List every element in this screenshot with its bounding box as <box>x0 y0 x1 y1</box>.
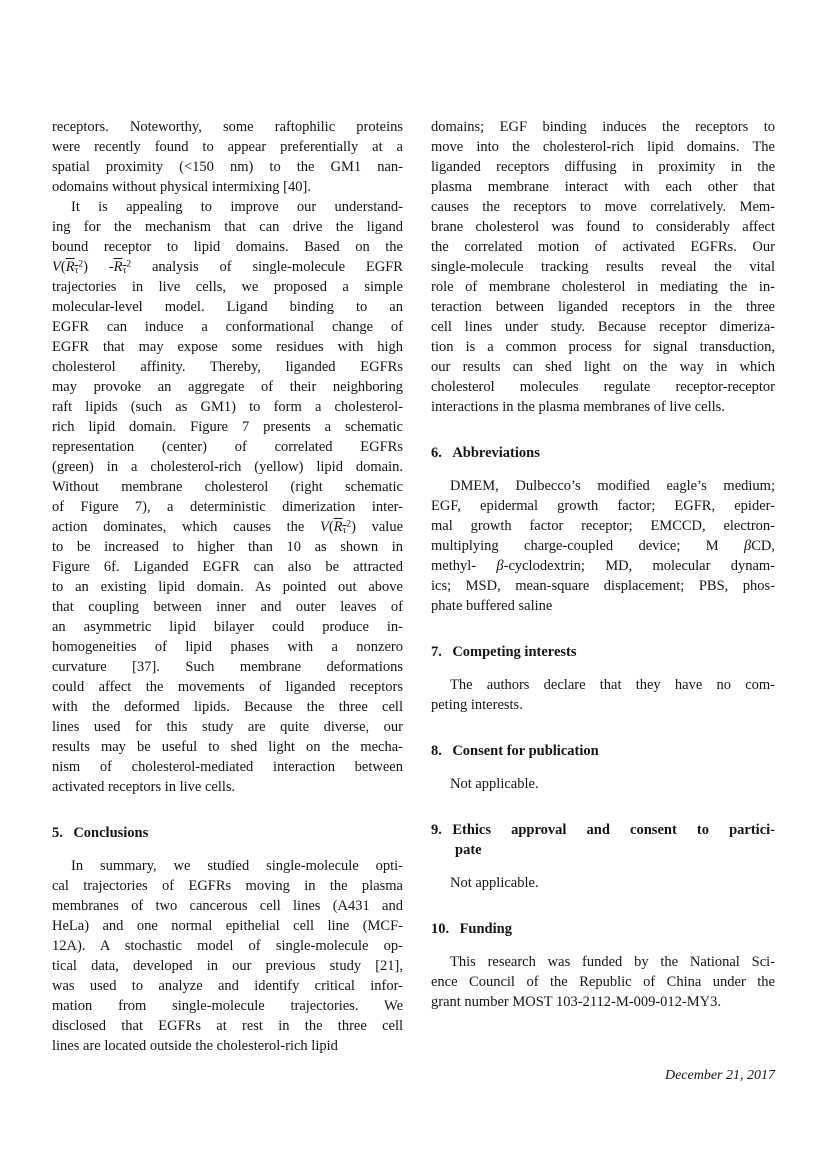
text-line: to be increased to higher than 10 as shown in <box>52 539 403 555</box>
text-line: Without membrane cholesterol (right schematic <box>52 479 403 495</box>
text-line: move into the cholesterol-rich lipid domains. The <box>431 139 775 155</box>
two-column-layout <box>52 117 775 1086</box>
text-line: ence Council of the Republic of China under the <box>431 974 775 990</box>
text-line: Not applicable. <box>450 776 539 792</box>
text-line: to an existing lipid domain. As pointed out above <box>52 579 403 595</box>
text-line: of Figure 7), a deterministic dimerization inter- <box>52 499 403 515</box>
text-line: could affect the movements of liganded receptors <box>52 679 403 695</box>
section-heading <box>431 919 775 939</box>
heading-line: 8. Consent for publication <box>431 743 599 759</box>
math-beta: β <box>496 558 504 574</box>
text-line: ing for the mechanism that can drive the ligand <box>52 219 403 235</box>
text-line: results may be useful to shed light on the mecha- <box>52 739 403 755</box>
text-line: cal trajectories of EGFRs moving in the plasma <box>52 878 403 894</box>
text-line: (green) in a cholesterol-rich (yellow) lipid domain. <box>52 459 403 475</box>
text-line: activated receptors in live cells. <box>52 779 236 795</box>
date-line: December 21, 2017 <box>664 1068 775 1083</box>
text-line: domains; EGF binding induces the receptors to <box>431 119 775 135</box>
text-line: may provoke an aggregate of their neighboring <box>52 379 403 395</box>
column-left <box>52 117 403 1086</box>
paragraph <box>431 873 775 893</box>
text-line: The authors declare that they have no com- <box>450 677 775 693</box>
text-line: lines are located outside the cholesterol-rich lipid <box>52 1038 338 1054</box>
text-line: with the deformed lipids. Because the three cell <box>52 699 403 715</box>
text-line: disclosed that EGFRs at rest in the three cell <box>52 1018 403 1034</box>
text-line: Not applicable. <box>450 875 539 891</box>
heading-line: 5. Conclusions <box>52 825 149 841</box>
text-line: multiplying charge-coupled device; M βCD, <box>431 538 775 554</box>
paragraph <box>431 774 775 794</box>
section-heading <box>431 642 775 662</box>
paragraph <box>52 197 403 797</box>
math-mean-squared-relative-distance: $R_\tau^2$ <box>65 259 84 276</box>
math-mean-squared-relative-distance: $R_\tau^2$ <box>333 519 352 536</box>
text-line: Figure 6f. Liganded EGFR can also be attracted <box>52 559 403 575</box>
text-line: curvature [37]. Such membrane deformations <box>52 659 403 675</box>
text-line: homogeneities of lipid phases with a nonzero <box>52 639 403 655</box>
paragraph <box>431 952 775 1012</box>
heading-line: 7. Competing interests <box>431 644 577 660</box>
text-line: mal growth factor receptor; EMCCD, electron- <box>431 518 775 534</box>
section-heading <box>431 820 775 860</box>
text-line: HeLa) and one normal epithelial cell line (MCF- <box>52 918 403 934</box>
column-right <box>431 117 775 1086</box>
text-line: single-molecule tracking results reveal the vital <box>431 259 775 275</box>
section-heading <box>431 741 775 761</box>
paragraph <box>431 675 775 715</box>
text-line: brane cholesterol was found to considerably affect <box>431 219 775 235</box>
text-line: EGFR that may expose some residues with high <box>52 339 403 355</box>
math-mean-squared-relative-distance: $R_\tau^2$ <box>113 259 132 276</box>
text-line: interactions in the plasma membranes of live cells. <box>431 399 725 415</box>
section-number: 5. <box>52 825 63 841</box>
text-line: action dominates, which causes the $V(R_\tau^2)$ value <box>52 519 403 536</box>
text-line: an asymmetric lipid bilayer could produce in- <box>52 619 403 635</box>
text-line: cholesterol affinity. Thereby, liganded EGFRs <box>52 359 403 375</box>
text-line: tion is a common process for signal transduction, <box>431 339 775 355</box>
math-beta: β <box>743 538 752 554</box>
text-line: In summary, we studied single-molecule opti- <box>71 858 403 874</box>
text-line: mation from single-molecule trajectories. We <box>52 998 403 1014</box>
math-V: V <box>319 519 329 535</box>
paragraph <box>431 117 775 417</box>
text-line: It is appealing to improve our understand- <box>71 199 403 215</box>
text-line: bound receptor to lipid domains. Based on the <box>52 239 403 255</box>
text-line: molecular-level model. Ligand binding to an <box>52 299 403 315</box>
text-line: were recently found to appear preferentially at a <box>52 139 403 155</box>
text-line: 12A). A stochastic model of single-molecule op- <box>52 938 403 954</box>
section-heading <box>431 443 775 463</box>
text-line: peting interests. <box>431 697 523 713</box>
text-line: role of membrane cholesterol in mediating the in- <box>431 279 775 295</box>
text-line: methyl- β-cyclodextrin; MD, molecular dynam- <box>431 558 775 574</box>
text-line: cholesterol molecules regulate receptor-receptor <box>431 379 775 395</box>
text-line: EGFR can induce a conformational change of <box>52 319 403 335</box>
text-line: This research was funded by the National Sci- <box>450 954 775 970</box>
text-line: representation (center) of correlated EGFRs <box>52 439 403 455</box>
text-line: DMEM, Dulbecco’s modified eagle’s medium; <box>450 478 775 494</box>
math-V: V <box>52 259 61 275</box>
section-number: 7. <box>431 644 442 660</box>
section-number: 9. <box>431 822 442 838</box>
heading-line: 6. Abbreviations <box>431 445 540 461</box>
section-number: 10. <box>431 921 450 937</box>
heading-line: pate <box>455 842 482 858</box>
text-line: trajectories in live cells, we proposed a simple <box>52 279 403 295</box>
section-heading <box>52 823 403 843</box>
text-line: ics; MSD, mean-square displacement; PBS, phos- <box>431 578 775 594</box>
paragraph <box>431 476 775 616</box>
text-line: cell lines under study. Because receptor dimeriza- <box>431 319 775 335</box>
text-line: raft lipids (such as GM1) to form a cholesterol- <box>52 399 403 415</box>
text-line: nism of cholesterol-mediated interaction between <box>52 759 403 775</box>
paragraph <box>52 856 403 1056</box>
text-line: tical data, developed in our previous study [21], <box>52 958 403 974</box>
heading-line: 9. Ethics approval and consent to partici- <box>431 822 775 838</box>
text-line: liganded receptors diffusing in proximity in the <box>431 159 775 175</box>
text-line: our results can shed light on the way in which <box>431 359 775 375</box>
text-line: phate buffered saline <box>431 598 553 614</box>
text-line: $V(R_\tau^2)$ $-R_\tau^2$ analysis of single-molecule EGFR <box>52 259 403 276</box>
text-line: that coupling between inner and outer leaves of <box>52 599 403 615</box>
heading-line: 10. Funding <box>431 921 512 937</box>
section-number: 8. <box>431 743 442 759</box>
text-line: odomains without physical intermixing [40]. <box>52 179 311 195</box>
text-line: plasma membrane interact with each other that <box>431 179 775 195</box>
text-line: EGF, epidermal growth factor; EGFR, epider- <box>431 498 775 514</box>
paragraph <box>52 117 403 197</box>
text-line: rich lipid domain. Figure 7 presents a schematic <box>52 419 403 435</box>
text-line: grant number MOST 103-2112-M-009-012-MY3. <box>431 994 721 1010</box>
text-line: was used to analyze and identify critical infor- <box>52 978 403 994</box>
text-line: causes the receptors to move correlatively. Mem- <box>431 199 775 215</box>
text-line: lines used for this study are quite diverse, our <box>52 719 403 735</box>
text-line: receptors. Noteworthy, some raftophilic proteins <box>52 119 403 135</box>
text-line: spatial proximity (<150 nm) to the GM1 nan- <box>52 159 403 175</box>
text-line: the correlated motion of activated EGFRs. Our <box>431 239 775 255</box>
text-line: teraction between liganded receptors in the three <box>431 299 775 315</box>
section-number: 6. <box>431 445 442 461</box>
text-line: membranes of two cancerous cell lines (A431 and <box>52 898 403 914</box>
